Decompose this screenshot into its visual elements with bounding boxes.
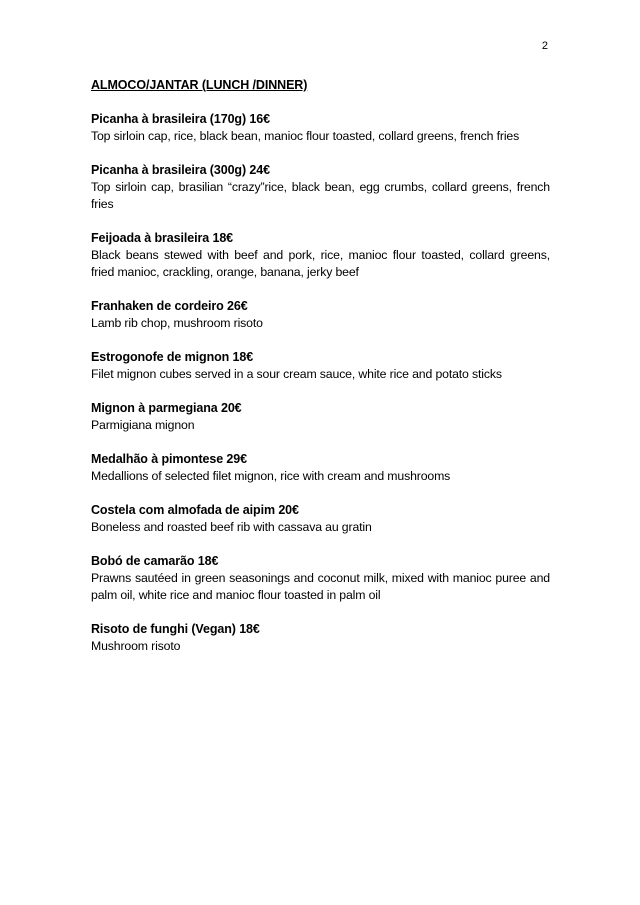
dish-description: Top sirloin cap, brasilian “crazy”rice, black bean, egg crumbs, collard greens, french fries bbox=[91, 180, 550, 211]
dish-description: Mushroom risoto bbox=[91, 639, 181, 653]
dish-title: Risoto de funghi (Vegan) 18€ bbox=[91, 622, 260, 636]
dish-description: Lamb rib chop, mushroom risoto bbox=[91, 316, 263, 330]
dish-title: Franhaken de cordeiro 26€ bbox=[91, 299, 248, 313]
dish-item bbox=[91, 298, 550, 332]
dish-item bbox=[91, 111, 550, 145]
dish-description: Prawns sautéed in green seasonings and coconut milk, mixed with manioc puree and palm oil, white rice and manioc flour toasted in palm oil bbox=[91, 571, 550, 602]
section-heading: ALMOCO/JANTAR (LUNCH /DINNER) bbox=[91, 78, 308, 92]
dish-item bbox=[91, 553, 550, 604]
dish-title: Picanha à brasileira (170g) 16€ bbox=[91, 112, 270, 126]
dish-item bbox=[91, 400, 550, 434]
dish-description: Medallions of selected filet mignon, rice with cream and mushrooms bbox=[91, 469, 451, 483]
dish-title: Picanha à brasileira (300g) 24€ bbox=[91, 163, 270, 177]
dish-item bbox=[91, 451, 550, 485]
dish-title: Medalhão à pimontese 29€ bbox=[91, 452, 247, 466]
dish-item bbox=[91, 162, 550, 213]
dish-description: Filet mignon cubes served in a sour cream sauce, white rice and potato sticks bbox=[91, 367, 502, 381]
dish-title: Feijoada à brasileira 18€ bbox=[91, 231, 234, 245]
dish-item bbox=[91, 502, 550, 536]
dish-title: Bobó de camarão 18€ bbox=[91, 554, 219, 568]
menu-content bbox=[91, 77, 550, 672]
dish-item bbox=[91, 230, 550, 281]
dish-title: Mignon à parmegiana 20€ bbox=[91, 401, 242, 415]
dish-item bbox=[91, 349, 550, 383]
dish-description: Black beans stewed with beef and pork, rice, manioc flour toasted, collard greens, fried manioc, crackling, orange, banana, jerky beef bbox=[91, 248, 550, 279]
dish-description: Parmigiana mignon bbox=[91, 418, 195, 432]
dish-title: Estrogonofe de mignon 18€ bbox=[91, 350, 254, 364]
dish-title: Costela com almofada de aipim 20€ bbox=[91, 503, 299, 517]
page-number: 2 bbox=[541, 40, 548, 52]
dish-description: Boneless and roasted beef rib with cassava au gratin bbox=[91, 520, 372, 534]
dish-item bbox=[91, 621, 550, 655]
dish-description: Top sirloin cap, rice, black bean, manioc flour toasted, collard greens, french fries bbox=[91, 129, 520, 143]
